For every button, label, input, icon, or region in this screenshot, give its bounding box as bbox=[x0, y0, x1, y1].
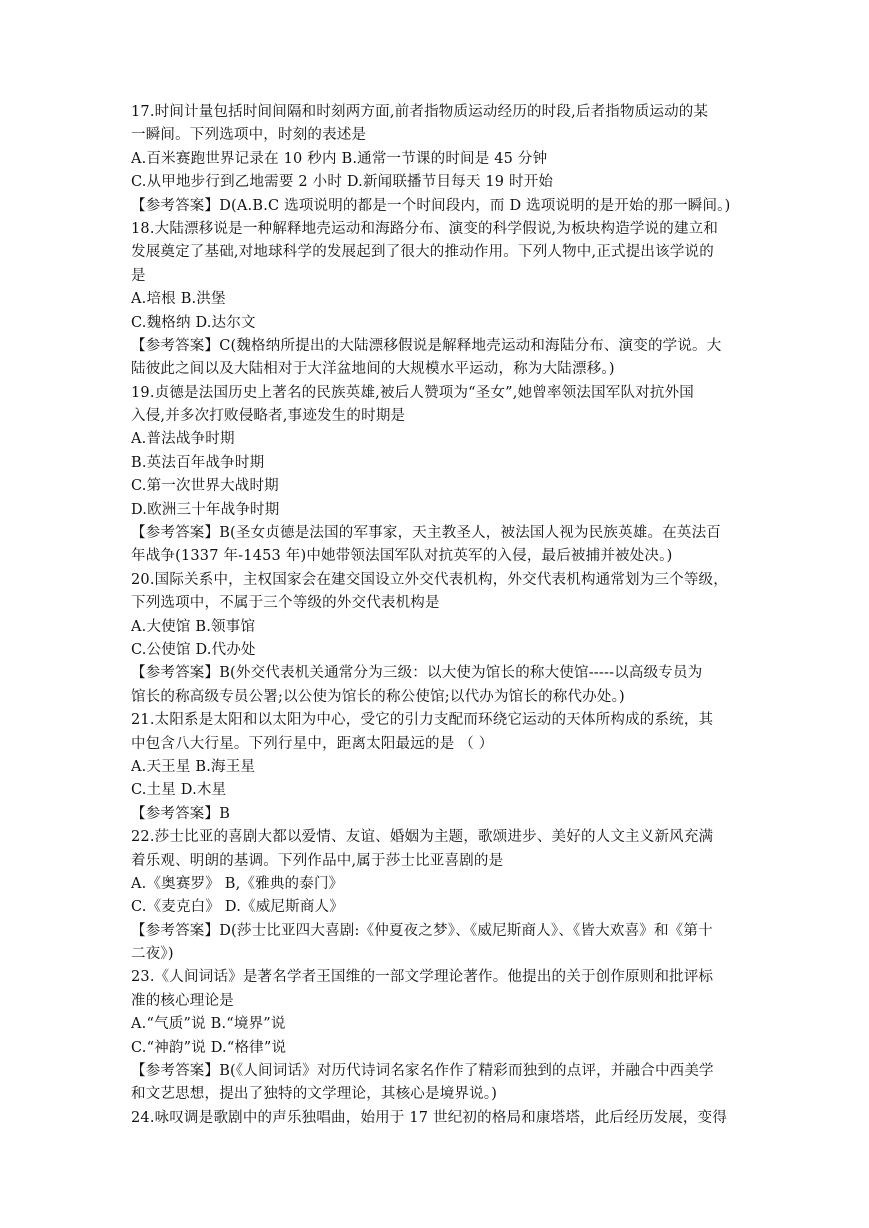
text-line: A.百米赛跑世界记录在 10 秒内 B.通常一节课的时间是 45 分钟 bbox=[131, 150, 548, 167]
text-line: 【参考答案】B bbox=[131, 805, 231, 822]
text-line: D.欧洲三十年战争时期 bbox=[131, 501, 280, 518]
text-line: C.土星 D.木星 bbox=[131, 782, 227, 799]
text-line: 年战争(1337 年-1453 年)中她带领法国军队对抗英军的入侵，最后被捕并被处决。) bbox=[131, 548, 673, 565]
text-line: 二夜》) bbox=[131, 946, 174, 963]
text-line: C.第一次世界大战时期 bbox=[131, 478, 279, 495]
text-line: 【参考答案】B(《人间词话》对历代诗词名家名作作了精彩而独到的点评，并融合中西美学 bbox=[131, 1063, 714, 1080]
text-line: 入侵,并多次打败侵略者,事迹发生的时期是 bbox=[131, 408, 406, 425]
text-line: C.魏格纳 D.达尔文 bbox=[131, 314, 256, 331]
text-line: 是 bbox=[131, 267, 146, 284]
text-line: 21.太阳系是太阳和以太阳为中心，受它的引力支配而环绕它运动的天体所构成的系统，其 bbox=[131, 712, 714, 729]
text-line: 19.贞德是法国历史上著名的民族英雄,被后人赞项为“圣女”,她曾率领法国军队对抗外国 bbox=[131, 384, 695, 401]
text-line: A.普法战争时期 bbox=[131, 431, 235, 448]
text-line: 一瞬间。下列选项中，时刻的表述是 bbox=[131, 127, 367, 144]
text-line: A.培根 B.洪堡 bbox=[131, 291, 226, 308]
text-line: 准的核心理论是 bbox=[131, 992, 234, 1009]
text-line: B.英法百年战争时期 bbox=[131, 454, 265, 471]
text-line: 【参考答案】C(魏格纳所提出的大陆漂移假说是解释地壳运动和海陆分布、演变的学说。大 bbox=[131, 337, 722, 354]
text-line: C.《麦克白》 D.《威尼斯商人》 bbox=[131, 899, 344, 916]
text-line: 20.国际关系中，主权国家会在建交国设立外交代表机构，外交代表机构通常划为三个等级， bbox=[131, 571, 728, 588]
text-line: 23.《人间词话》是著名学者王国维的一部文学理论著作。他提出的关于创作原则和批评标 bbox=[131, 969, 714, 986]
text-line: A.“气质”说 B.“境界”说 bbox=[131, 1016, 286, 1033]
text-line: A.大使馆 B.领事馆 bbox=[131, 618, 256, 635]
text-line: 中包含八大行星。下列行星中，距离太阳最远的是 （ ） bbox=[131, 735, 494, 752]
text-line: 陆彼此之间以及大陆相对于大洋盆地间的大规模水平运动，称为大陆漂移。) bbox=[131, 361, 615, 378]
text-line: 【参考答案】B(外交代表机关通常分为三级：以大使为馆长的称大使馆-----以高级专员为 bbox=[131, 665, 703, 682]
text-line: 【参考答案】B(圣女贞德是法国的军事家，天主教圣人，被法国人视为民族英雄。在英法百 bbox=[131, 525, 722, 542]
text-line: 着乐观、明朗的基调。下列作品中,属于莎士比亚喜剧的是 bbox=[131, 852, 504, 869]
text-line: 24.咏叹调是歌剧中的声乐独唱曲，始用于 17 世纪初的格局和康塔塔，此后经历发展，变得 bbox=[131, 1109, 728, 1126]
text-line: 馆长的称高级专员公署;以公使为馆长的称公使馆;以代办为馆长的称代办处。) bbox=[131, 688, 625, 705]
text-line: 下列选项中，不属于三个等级的外交代表机构是 bbox=[131, 595, 440, 612]
text-line: 22.莎士比亚的喜剧大都以爱情、友谊、婚姻为主题，歌颂进步、美好的人文主义新风充满 bbox=[131, 829, 714, 846]
text-line: 【参考答案】D(A.B.C 选项说明的都是一个时间段内，而 D 选项说明的是开始的那一瞬间。) bbox=[131, 197, 731, 214]
text-line: 18.大陆漂移说是一种解释地壳运动和海路分布、演变的科学假说,为板块构造学说的建立和 bbox=[131, 220, 719, 237]
text-line: 发展奠定了基础,对地球科学的发展起到了很大的推动作用。下列人物中,正式提出该学说的 bbox=[131, 244, 714, 261]
text-line: A.《奥赛罗》 B,《雅典的泰门》 bbox=[131, 875, 344, 892]
text-line: A.天王星 B.海王星 bbox=[131, 758, 256, 775]
text-line: C.“神韵”说 D.“格律”说 bbox=[131, 1039, 287, 1056]
text-line: 【参考答案】D(莎士比亚四大喜剧:《仲夏夜之梦》、《威尼斯商人》、《皆大欢喜》和《第十 bbox=[131, 922, 713, 939]
text-line: C.公使馆 D.代办处 bbox=[131, 641, 256, 658]
text-line: 17.时间计量包括时间间隔和时刻两方面,前者指物质运动经历的时段,后者指物质运动的某 bbox=[131, 104, 709, 120]
text-line: C.从甲地步行到乙地需要 2 小时 D.新闻联播节目每天 19 时开始 bbox=[131, 174, 554, 191]
text-line: 和文艺思想，提出了独特的文学理论，其核心是境界说。) bbox=[131, 1086, 498, 1103]
